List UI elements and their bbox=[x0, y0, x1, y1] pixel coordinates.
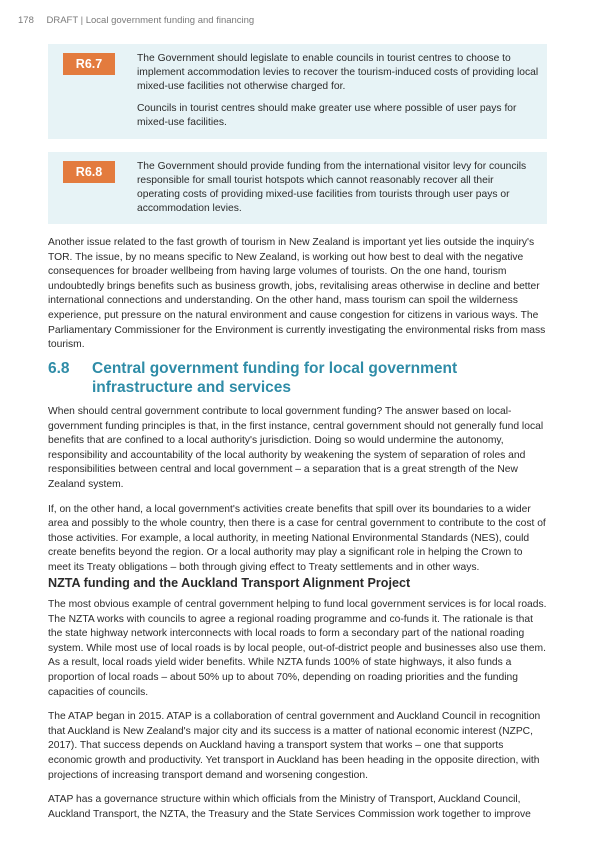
recommendation-box-r6-8 bbox=[48, 152, 547, 224]
body-paragraph: If, on the other hand, a local government's activities create benefits that spill over its boundaries to a wider area and possibly to the whole country, then there is a case for central government to contribute to the cost of those activities. For example, a local authority, in meeting National Environmental Standards (NES), could create benefits beyond the region. Or a local authority may play a significant role in helping the Crown to meet its Treaty obligations – both through giving effect to Treaty settlements and in other ways. bbox=[48, 503, 546, 573]
recommendation-paragraph: Councils in tourist centres should make greater use where possible of user pays for mixed-use facilities. bbox=[137, 103, 517, 128]
body-paragraph: Another issue related to the fast growth of tourism in New Zealand is important yet lies outside the inquiry's TOR. The issue, by no means specific to New Zealand, is working out how best to deal with the negative consequences for broader wellbeing from having large volumes of tourists. On the one hand, tourism undoubtedly brings benefits such as business growth, jobs, revitalising areas otherwise in decline and better international connections and understanding. On the other hand, mass tourism can spoil the wilderness experience, put pressure on the natural environment and cause congestion for citizens in various ways. The Parliamentary Commissioner for the Environment is currently investigating the environmental risks from mass tourism. bbox=[48, 237, 546, 351]
page-number: 178 bbox=[18, 15, 34, 26]
subsection-heading: NZTA funding and the Auckland Transport Alignment Project bbox=[48, 576, 411, 590]
recommendation-tag: R6.7 bbox=[63, 53, 115, 75]
body-paragraph: The ATAP began in 2015. ATAP is a collaboration of central government and Auckland Council in recognition that Auckland is New Zealand's major city and its success is a matter of national economic interest (NZPC, 2017). That success depends on Auckland having a transport system that works – one that supports economic growth and productivity. Yet transport in Auckland has been heading in the opposite direction, with projections of increasing transport demand and worsening congestion. bbox=[48, 711, 541, 781]
recommendation-paragraph: The Government should legislate to enable councils in tourist centres to choose to implement accommodation levies to recover the tourism-induced costs of providing local mixed-use facilities not otherwise charged for. bbox=[137, 53, 539, 92]
recommendation-tag: R6.8 bbox=[63, 161, 115, 183]
subsection-body bbox=[48, 598, 548, 832]
body-paragraph: The most obvious example of central government helping to fund local government services is for local roads. The NZTA works with councils to agree a regional roading programme and co-funds it. The rationale is that the state highway network interconnects with local roads to form a secondary part of the national roading system. While most use of local roads is by local people, out-of-district people and businesses also use them. As a result, local roads yield wider benefits. While NZTA funds 100% of state highways, it also funds a proportion of local roads – about 50% up to about 70%, depending on roading priorities and the funding capacities of councils. bbox=[48, 599, 547, 698]
recommendation-paragraph: The Government should provide funding from the international visitor levy for councils responsible for small tourist hotspots which cannot reasonably recover all their operating costs of providing mixed-use facilities from tourists through user pays or accommodation levies. bbox=[137, 161, 527, 214]
intro-text bbox=[48, 236, 548, 363]
section-title: Central government funding for local government infrastructure and services bbox=[92, 360, 458, 396]
recommendation-text bbox=[137, 160, 539, 224]
body-paragraph: ATAP has a governance structure within which officials from the Ministry of Transport, Auckland Council, Auckland Transport, the NZTA, the Treasury and the State Services Commission work together to improve bbox=[48, 794, 531, 820]
recommendation-box-r6-7 bbox=[48, 44, 547, 139]
running-header bbox=[18, 15, 254, 26]
recommendation-text bbox=[137, 52, 539, 138]
section-body bbox=[48, 405, 548, 586]
section-number: 6.8 bbox=[48, 360, 70, 377]
body-paragraph: When should central government contribute to local government funding? The answer based on local-government funding principles is that, in the first instance, central government should not generally fund local benefits that are confined to a local authority's jurisdiction. Doing so would undermine the autonomy, responsibility and accountability of the local authority by weakening the system of separation of roles and responsibilities between central and local government – a separation that is a great strength of the New Zealand system. bbox=[48, 406, 544, 490]
running-title: DRAFT | Local government funding and financing bbox=[46, 15, 255, 26]
